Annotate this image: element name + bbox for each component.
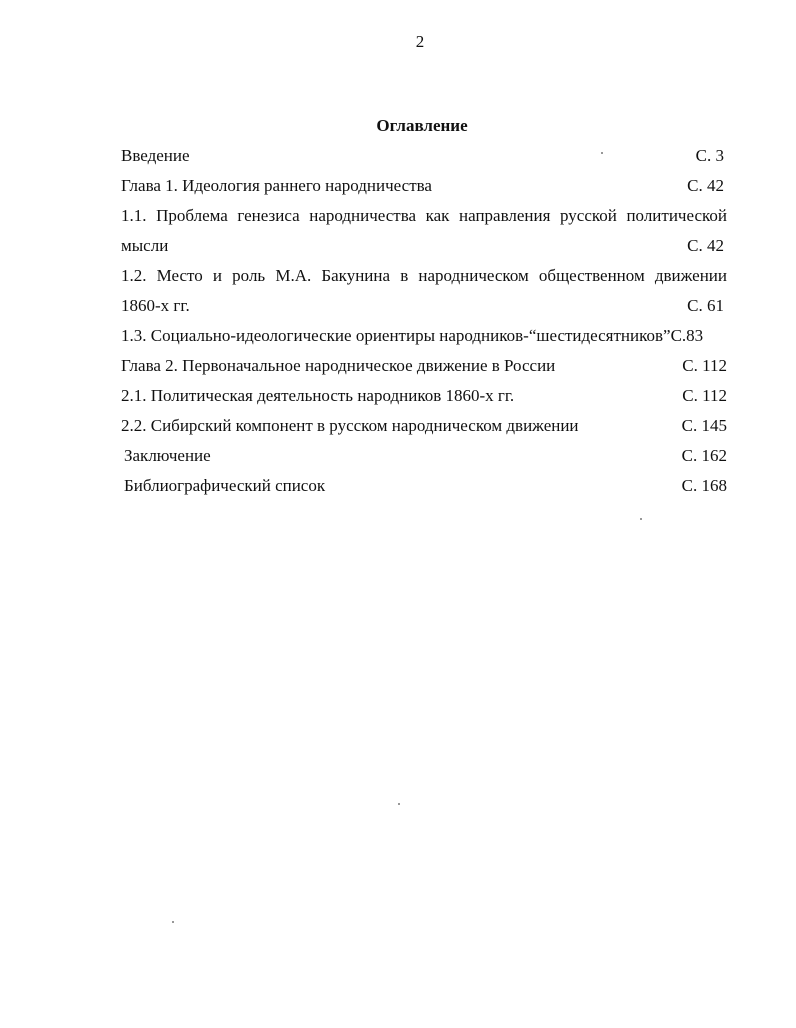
- toc-entry: [121, 321, 727, 351]
- toc-entry-page: С. 42: [687, 176, 724, 195]
- toc-entry-page: С. 145: [681, 416, 727, 435]
- toc-entry-title: Библиографический список: [124, 476, 326, 495]
- toc-entry-title: Введение: [121, 146, 190, 165]
- toc-entry-title: Заключение: [124, 446, 211, 465]
- toc-entry-title: Глава 2. Первоначальное народническое движение в России: [121, 356, 556, 375]
- toc-entry-title: Глава 1. Идеология раннего народничества: [121, 176, 432, 195]
- toc-entry: [121, 261, 727, 291]
- toc-entry: [121, 201, 727, 231]
- toc-entry: [121, 291, 727, 321]
- toc-entry-title-line1: 1.2. Место и роль М.А. Бакунина в народническом общественном движении: [121, 266, 727, 285]
- scan-speck: [398, 803, 400, 805]
- toc-entry-title: 2.1. Политическая деятельность народников 1860-х гг.: [121, 386, 515, 405]
- scan-speck: [172, 921, 174, 923]
- page-number: 2: [415, 32, 425, 51]
- toc-entry: [121, 471, 727, 501]
- toc-entry-page: С. 168: [681, 476, 727, 495]
- toc-entry-page: С. 61: [687, 296, 724, 315]
- toc-entry: [121, 351, 727, 381]
- scan-speck: [640, 518, 642, 520]
- toc-entry-title-line2: 1860-х гг.: [121, 296, 190, 315]
- toc-entry: [121, 441, 727, 471]
- toc-entry-page: С. 3: [695, 146, 724, 165]
- toc-entry-title: 1.3. Социально-идеологические ориентиры народников-“шестидесятников”С.83: [121, 326, 704, 345]
- toc-entry-title: 2.2. Сибирский компонент в русском народническом движении: [121, 416, 579, 435]
- toc-entry: [121, 411, 727, 441]
- toc-entry-page: С. 162: [681, 446, 727, 465]
- toc-entry-title-line2: мысли: [121, 236, 169, 255]
- toc-entry-title-line1: 1.1. Проблема генезиса народничества как направления русской политической: [121, 206, 727, 225]
- toc-title: Оглавление: [376, 116, 468, 135]
- scan-speck: [601, 152, 603, 154]
- toc-entry: [121, 381, 727, 411]
- toc-entry: [121, 231, 727, 261]
- toc-entry-page: С. 112: [682, 386, 727, 405]
- toc-entry-page: С. 112: [682, 356, 727, 375]
- table-of-contents: [121, 141, 727, 501]
- toc-entry: [121, 141, 727, 171]
- toc-entry: [121, 171, 727, 201]
- toc-entry-page: С. 42: [687, 236, 724, 255]
